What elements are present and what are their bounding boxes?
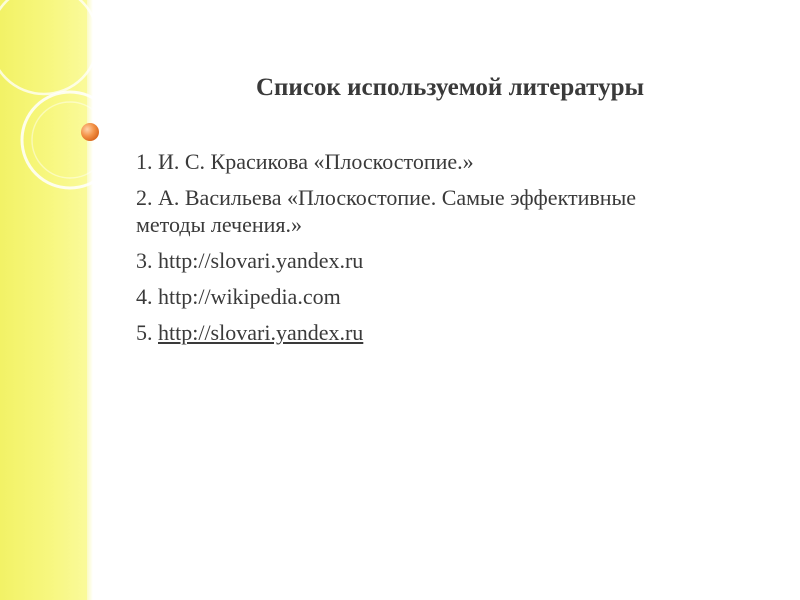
reference-item-5 [136, 319, 696, 346]
reference-list [136, 148, 696, 355]
reference-number: 2. [136, 185, 153, 210]
reference-number: 5. [136, 320, 153, 345]
reference-link-wikipedia[interactable]: http://wikipedia.com [158, 284, 341, 309]
reference-text: И. С. Красикова «Плоскостопие.» [158, 149, 474, 174]
reference-number: 4. [136, 284, 153, 309]
reference-number: 3. [136, 248, 153, 273]
slide-title: Список используемой литературы [255, 74, 645, 101]
reference-item-4 [136, 283, 696, 310]
middle-ring [22, 92, 118, 188]
reference-number: 1. [136, 149, 153, 174]
inner-ring [32, 102, 108, 178]
reference-item-1 [136, 148, 696, 175]
reference-link-slovari[interactable]: http://slovari.yandex.ru [158, 248, 364, 273]
orange-orb-icon [81, 123, 99, 141]
reference-link-slovari-hyperlink[interactable]: http://slovari.yandex.ru [158, 320, 364, 345]
reference-item-2 [136, 184, 696, 238]
upper-ring [0, 0, 98, 94]
reference-text: А. Васильева «Плоскостопие. Самые эффективные методы лечения.» [136, 185, 637, 237]
reference-item-3 [136, 247, 696, 274]
